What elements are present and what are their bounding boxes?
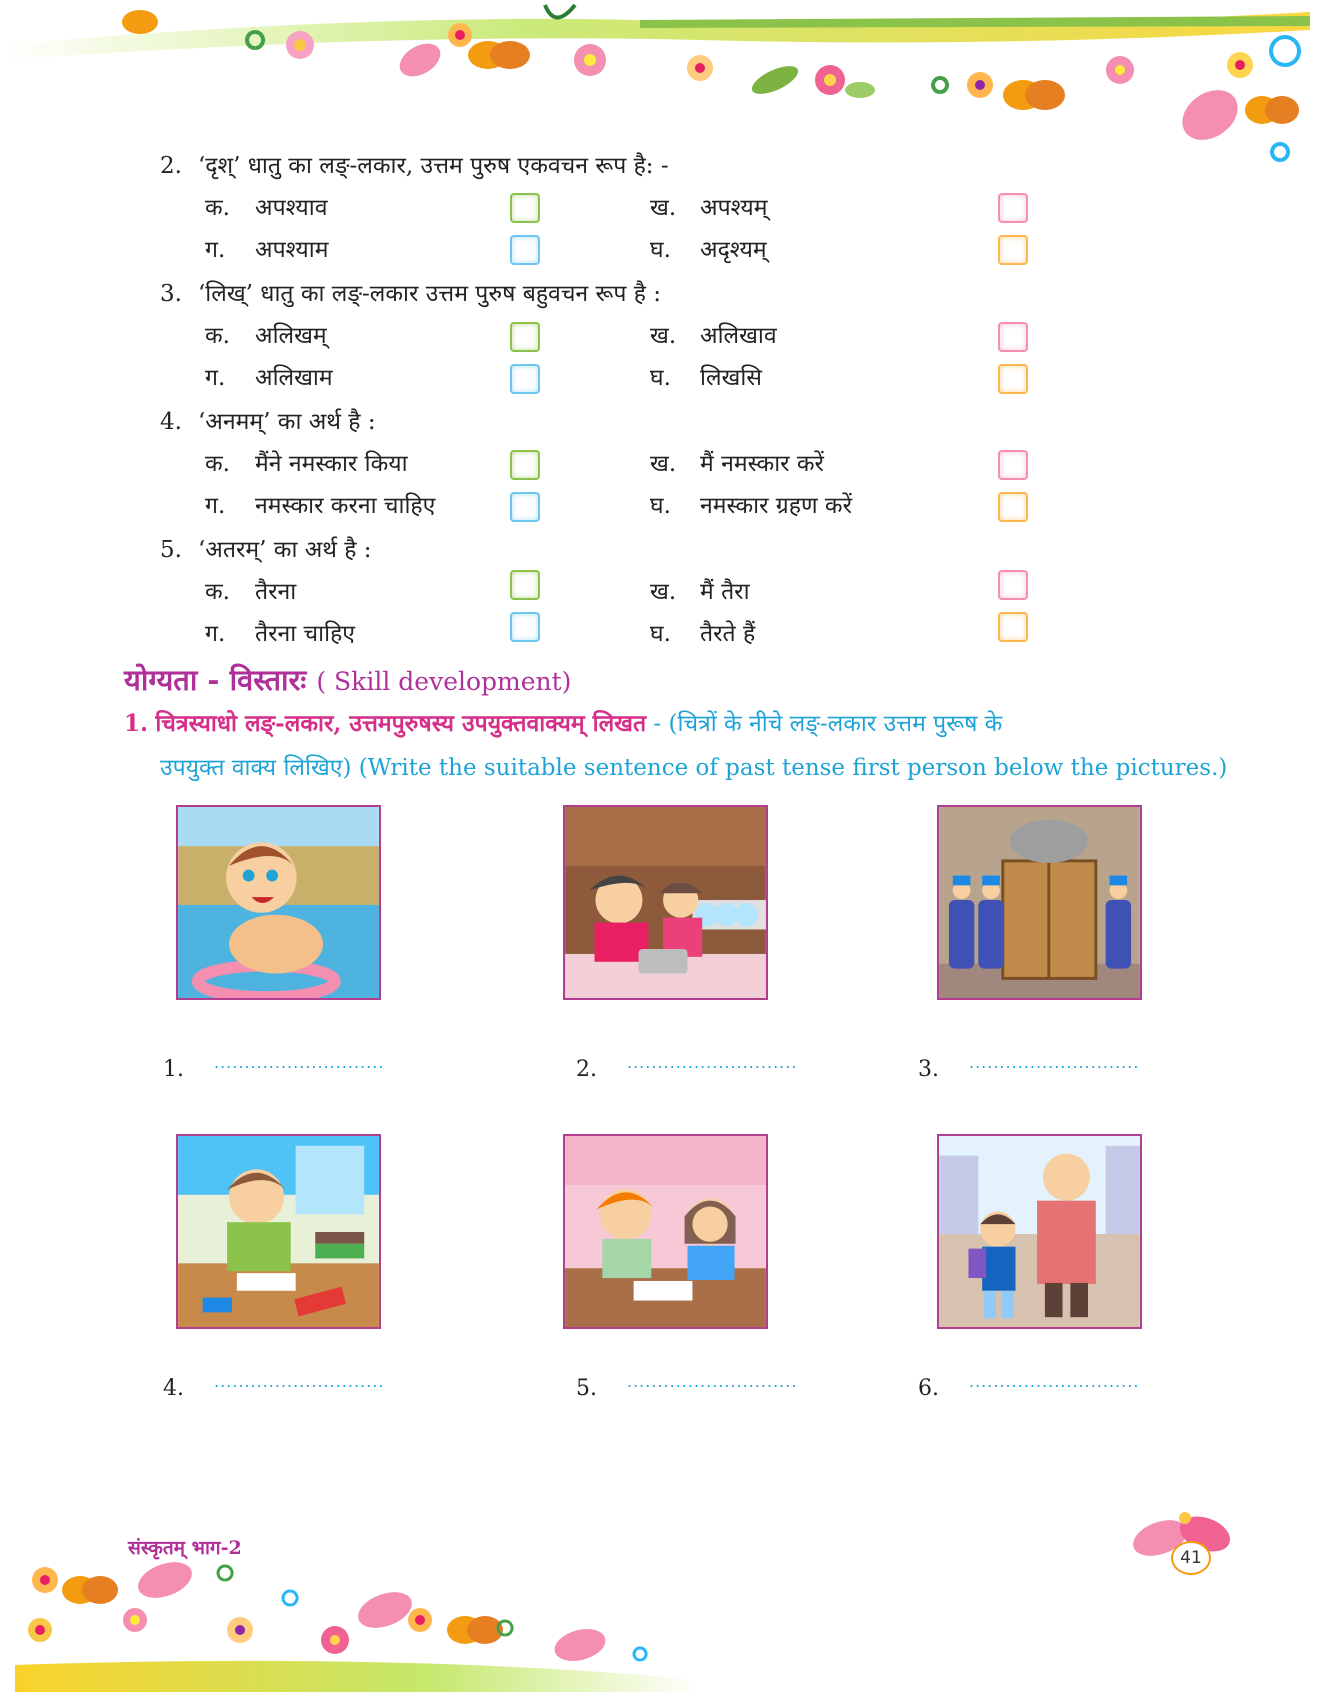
option: क. तैरना (205, 579, 297, 605)
option-checkbox[interactable] (510, 612, 540, 642)
option-checkbox[interactable] (510, 450, 540, 480)
picture-girls-writing (563, 1134, 768, 1329)
option-checkbox[interactable] (998, 492, 1028, 522)
answer-line-2[interactable]: 2. ............................ (576, 1053, 798, 1082)
option: क. अपश्याव (205, 195, 328, 221)
question-number: 2. (160, 153, 182, 179)
option-checkbox[interactable] (998, 450, 1028, 480)
picture-boy-greeting-grandfather (937, 1134, 1142, 1329)
question-number: 5. (160, 537, 182, 563)
option: ग. नमस्कार करना चाहिए (205, 493, 436, 519)
option-checkbox[interactable] (998, 193, 1028, 223)
question-number: 4. (160, 409, 182, 435)
question-text: ‘दृश्’ धातु का लङ्-लकार, उत्तम पुरुष एकवचन रूप है: - (198, 153, 669, 179)
option-checkbox[interactable] (998, 570, 1028, 600)
option: ग. अलिखाम (205, 365, 333, 391)
option-checkbox[interactable] (510, 322, 540, 352)
question-3 (160, 276, 661, 308)
option: क. अलिखम् (205, 323, 327, 349)
option: ग. अपश्याम (205, 237, 329, 263)
answer-line-4[interactable]: 4. ............................ (163, 1372, 385, 1401)
bottom-decorative-border (0, 1560, 1332, 1692)
option-checkbox[interactable] (510, 570, 540, 600)
option: ख. मैं तैरा (650, 579, 750, 605)
picture-boy-swimming (176, 805, 381, 1000)
answer-line-5[interactable]: 5. ............................ (576, 1372, 798, 1401)
picture-women-cooking (563, 805, 768, 1000)
page-number: 41 (1171, 1541, 1211, 1575)
option-checkbox[interactable] (510, 364, 540, 394)
option-checkbox[interactable] (998, 322, 1028, 352)
option: घ. नमस्कार ग्रहण करें (650, 493, 853, 519)
question-text: ‘अनमम्’ का अर्थ है : (198, 409, 376, 435)
option: ख. अपश्यम् (650, 195, 768, 221)
option: ख. मैं नमस्कार करें (650, 451, 824, 477)
section-title: योग्यता - विस्तारः ( Skill development) (124, 663, 572, 697)
butterfly-icon (62, 1576, 503, 1644)
option: ख. अलिखाव (650, 323, 777, 349)
option-checkbox[interactable] (510, 193, 540, 223)
question-5 (160, 532, 372, 564)
option-checkbox[interactable] (998, 364, 1028, 394)
option: घ. अदृश्यम् (650, 237, 767, 263)
answer-line-6[interactable]: 6. ............................ (918, 1372, 1140, 1401)
picture-boy-studying (176, 1134, 381, 1329)
option: क. मैंने नमस्कार किया (205, 451, 408, 477)
option: घ. लिखसि (650, 365, 762, 391)
option-checkbox[interactable] (510, 235, 540, 265)
option-checkbox[interactable] (510, 492, 540, 522)
question-4 (160, 404, 376, 436)
question-2 (160, 148, 669, 180)
question-text: ‘लिख्’ धातु का लङ्-लकार उत्तम पुरुष बहुवचन रूप है : (198, 281, 662, 307)
task-instruction-line-2: उपयुक्त वाक्य लिखिए) (Write the suitable sentence of past tense first person below the pictures.) (160, 755, 1228, 781)
answer-line-1[interactable]: 1. ............................ (163, 1053, 385, 1082)
task-instruction-line-1: 1. चित्रस्याधो लङ्-लकार, उत्तमपुरुषस्य उपयुक्तवाक्यम् लिखत - (चित्रों के नीचे लङ्-लकार उत्तम पुरूष के (124, 710, 1003, 737)
option-checkbox[interactable] (998, 612, 1028, 642)
option: ग. तैरना चाहिए (205, 621, 356, 647)
book-title: संस्कृतम् भाग-2 (128, 1537, 242, 1559)
question-number: 3. (160, 281, 182, 307)
picture-guards-at-door (937, 805, 1142, 1000)
option-checkbox[interactable] (998, 235, 1028, 265)
question-text: ‘अतरम्’ का अर्थ है : (198, 537, 372, 563)
option: घ. तैरते हैं (650, 621, 756, 647)
leaf-icon (133, 1560, 609, 1666)
answer-line-3[interactable]: 3. ............................ (918, 1053, 1140, 1082)
